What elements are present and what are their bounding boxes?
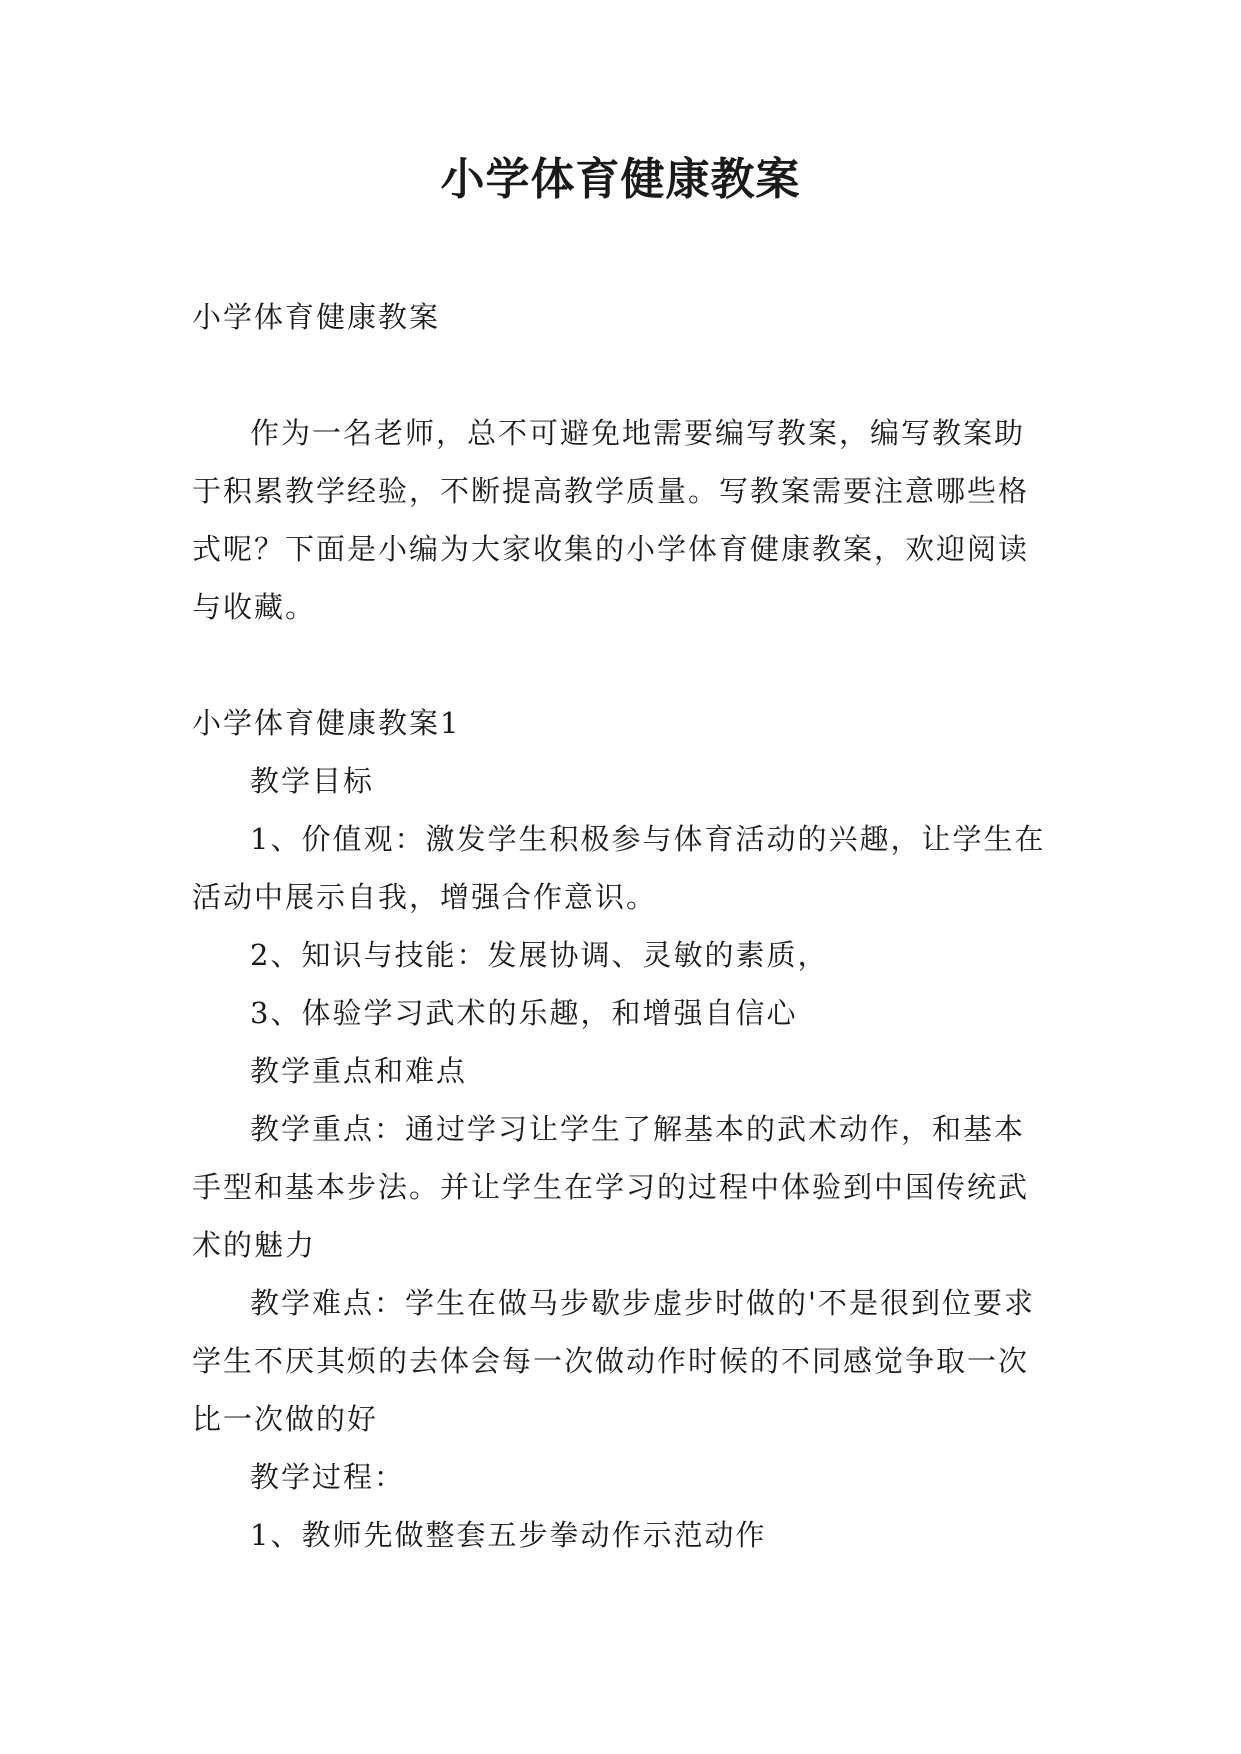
subtitle-paragraph: 小学体育健康教案 bbox=[192, 300, 441, 334]
subheading-key-points: 教学重点和难点 bbox=[250, 1054, 468, 1088]
document-body bbox=[192, 288, 1050, 1564]
goal-item: 2、知识与技能：发展协调、灵敏的素质， bbox=[250, 938, 829, 972]
intro-paragraph: 作为一名老师，总不可避免地需要编写教案，编写教案助于积累教学经验，不断提高教学质量。写教案需要注意哪些格式呢？下面是小编为大家收集的小学体育健康教案，欢迎阅读与收藏。 bbox=[192, 416, 1030, 624]
key-point-paragraph: 教学重点：通过学习让学生了解基本的武术动作，和基本手型和基本步法。并让学生在学习的过程中体验到中国传统武术的魅力 bbox=[192, 1112, 1030, 1262]
goal-item: 1、价值观：激发学生积极参与体育活动的兴趣，让学生在活动中展示自我，增强合作意识。 bbox=[192, 822, 1046, 914]
process-item: 1、教师先做整套五步拳动作示范动作 bbox=[250, 1518, 767, 1552]
difficulty-paragraph: 教学难点：学生在做马步歇步虚步时做的'不是很到位要求学生不厌其烦的去体会每一次做动作时候的不同感觉争取一次比一次做的好 bbox=[192, 1286, 1035, 1436]
goal-item: 3、体验学习武术的乐趣，和增强自信心 bbox=[250, 996, 798, 1030]
section-heading: 小学体育健康教案1 bbox=[192, 706, 461, 740]
document-title: 小学体育健康教案 bbox=[440, 154, 801, 205]
subheading-teaching-goals: 教学目标 bbox=[250, 764, 375, 798]
subheading-teaching-process: 教学过程： bbox=[250, 1460, 406, 1494]
